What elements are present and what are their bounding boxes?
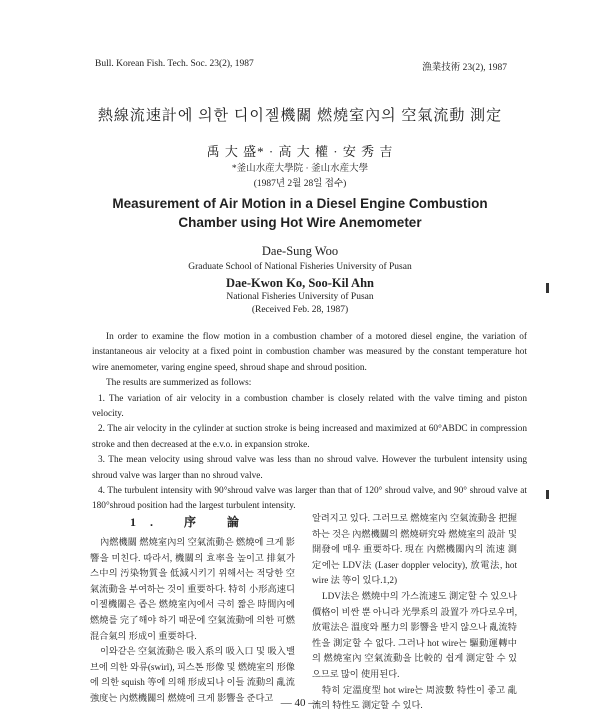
left-paragraph-2: 이와같은 空氣流動은 吸入系의 吸入口 및 吸入밸브에 의한 와류(swirl), 피스톤 形像 및 燃燒室의 形像에 의한 squish 等에 의해 形成되나 이들 流動의 亂流強度는 內燃機關의 燃燒에 크게 影響을 준다고 bbox=[90, 646, 295, 703]
abstract-item-4: 4. The turbulent intensity with 90°shroud valve was larger than that of 120° shroud valve, and 90° shroud valve at 180°shroud position had the largest turbulent intensity. bbox=[92, 486, 527, 512]
right-paragraph-3: 特히 定溫度型 hot wire는 周波數 特性이 좋고 亂流의 特性도 測定할 수 있다. bbox=[312, 684, 517, 711]
abstract-item-1: 1. The variation of air velocity in a combustion chamber is closely related with the valve timing and piston velocity. bbox=[92, 393, 527, 420]
korean-authors: 禹 大 盛* · 高 大 權 · 安 秀 吉 bbox=[206, 144, 394, 159]
abstract-item-2: 2. The air velocity in the cylinder at suction stroke is being increased and maximized at 60°ABDC in compression stroke and then decreased at the e.v.o. in expansion stroke. bbox=[92, 424, 527, 450]
abstract-item-3: 3. The mean velocity using shroud valve was less than no shroud valve. However the turbulent intensity using shroud valve was larger than no shroud valve. bbox=[92, 455, 527, 481]
scan-margin-mark bbox=[546, 490, 549, 499]
right-paragraph-1: 알려지고 있다. 그러므로 燃燒室內 空氣流動을 把握하는 것은 內燃機關의 燃燒研究와 燃燒室의 設計 및 開發에 매우 重要하다. 現在 內燃機關內의 流速 測定에는 LDV法 (Laser doppler velocity), 放電法, hot wire 法 等이 있다.1,2) bbox=[312, 513, 517, 586]
right-column bbox=[312, 511, 517, 714]
korean-title: 熱線流速計에 의한 디이젤機關 燃燒室內의 空氣流動 測定 bbox=[97, 108, 503, 124]
scan-margin-mark bbox=[546, 283, 549, 293]
journal-citation: Bull. Korean Fish. Tech. Soc. 23(2), 1987 bbox=[95, 59, 254, 69]
right-paragraph-2: LDV法은 燃燒中의 가스流速도 測定할 수 있으나 價格이 비싼 뿐 아니라 光學系의 設置가 까다로우며, 放電法은 溫度와 壓力의 影響을 받지 않으나 亂流特性을 測定할 수 없다. 그러나 hot wire는 驅動運轉中의 燃燒室內 空氣流動을 比較的 쉽게 測定할 수 있으므로 많이 使用된다. bbox=[312, 590, 517, 679]
section-heading: 1. 序 論 bbox=[130, 515, 254, 529]
author1-name: Dae-Sung Woo bbox=[261, 244, 339, 258]
left-paragraph-1: 內燃機關 燃燒室內의 空氣流動은 燃燒에 크게 影響을 미친다. 따라서, 機關의 효率을 높이고 排氣가스中의 汚染物質을 低減시키기 위해서는 적당한 空氣流動을 부여하는 것이 重要하다. 特히 小形高速디이젤機關은 좁은 燃燒室內에서 극히 짧은 時間內에 燃燒를 完了해야 하기 때문에 空氣流動에 의한 可燃混合氣의 形成이 重要하다. bbox=[90, 537, 295, 641]
abstract bbox=[92, 330, 527, 515]
author1-affiliation: Graduate School of National Fisheries University of Pusan bbox=[188, 262, 412, 272]
english-title-line2: Chamber using Hot Wire Anemometer bbox=[178, 215, 422, 230]
korean-affiliation: *釜山水産大學院 · 釜山水産大學 bbox=[231, 164, 369, 174]
journal-citation-korean: 漁業技術 23(2), 1987 bbox=[422, 63, 507, 73]
korean-received: (1987년 2월 28일 접수) bbox=[253, 179, 347, 189]
left-column bbox=[90, 535, 295, 707]
page-number: — 40 — bbox=[280, 697, 320, 709]
author2-affiliation: National Fisheries University of Pusan bbox=[226, 292, 374, 302]
author2-name: Dae-Kwon Ko, Soo-Kil Ahn bbox=[226, 276, 374, 290]
received-date: (Received Feb. 28, 1987) bbox=[251, 305, 349, 315]
english-title-line1: Measurement of Air Motion in a Diesel Engine Combustion bbox=[112, 196, 488, 211]
abstract-summary-intro: The results are summerized as follows: bbox=[106, 378, 252, 389]
abstract-intro: In order to examine the flow motion in a combustion chamber of a motored diesel engine, the variation of instantaneous air velocity at a fixed point in combustion chamber was measured by the constant temperature hot wire anemometer, varing engine speed, shroud shape and shroud position. bbox=[92, 332, 527, 373]
